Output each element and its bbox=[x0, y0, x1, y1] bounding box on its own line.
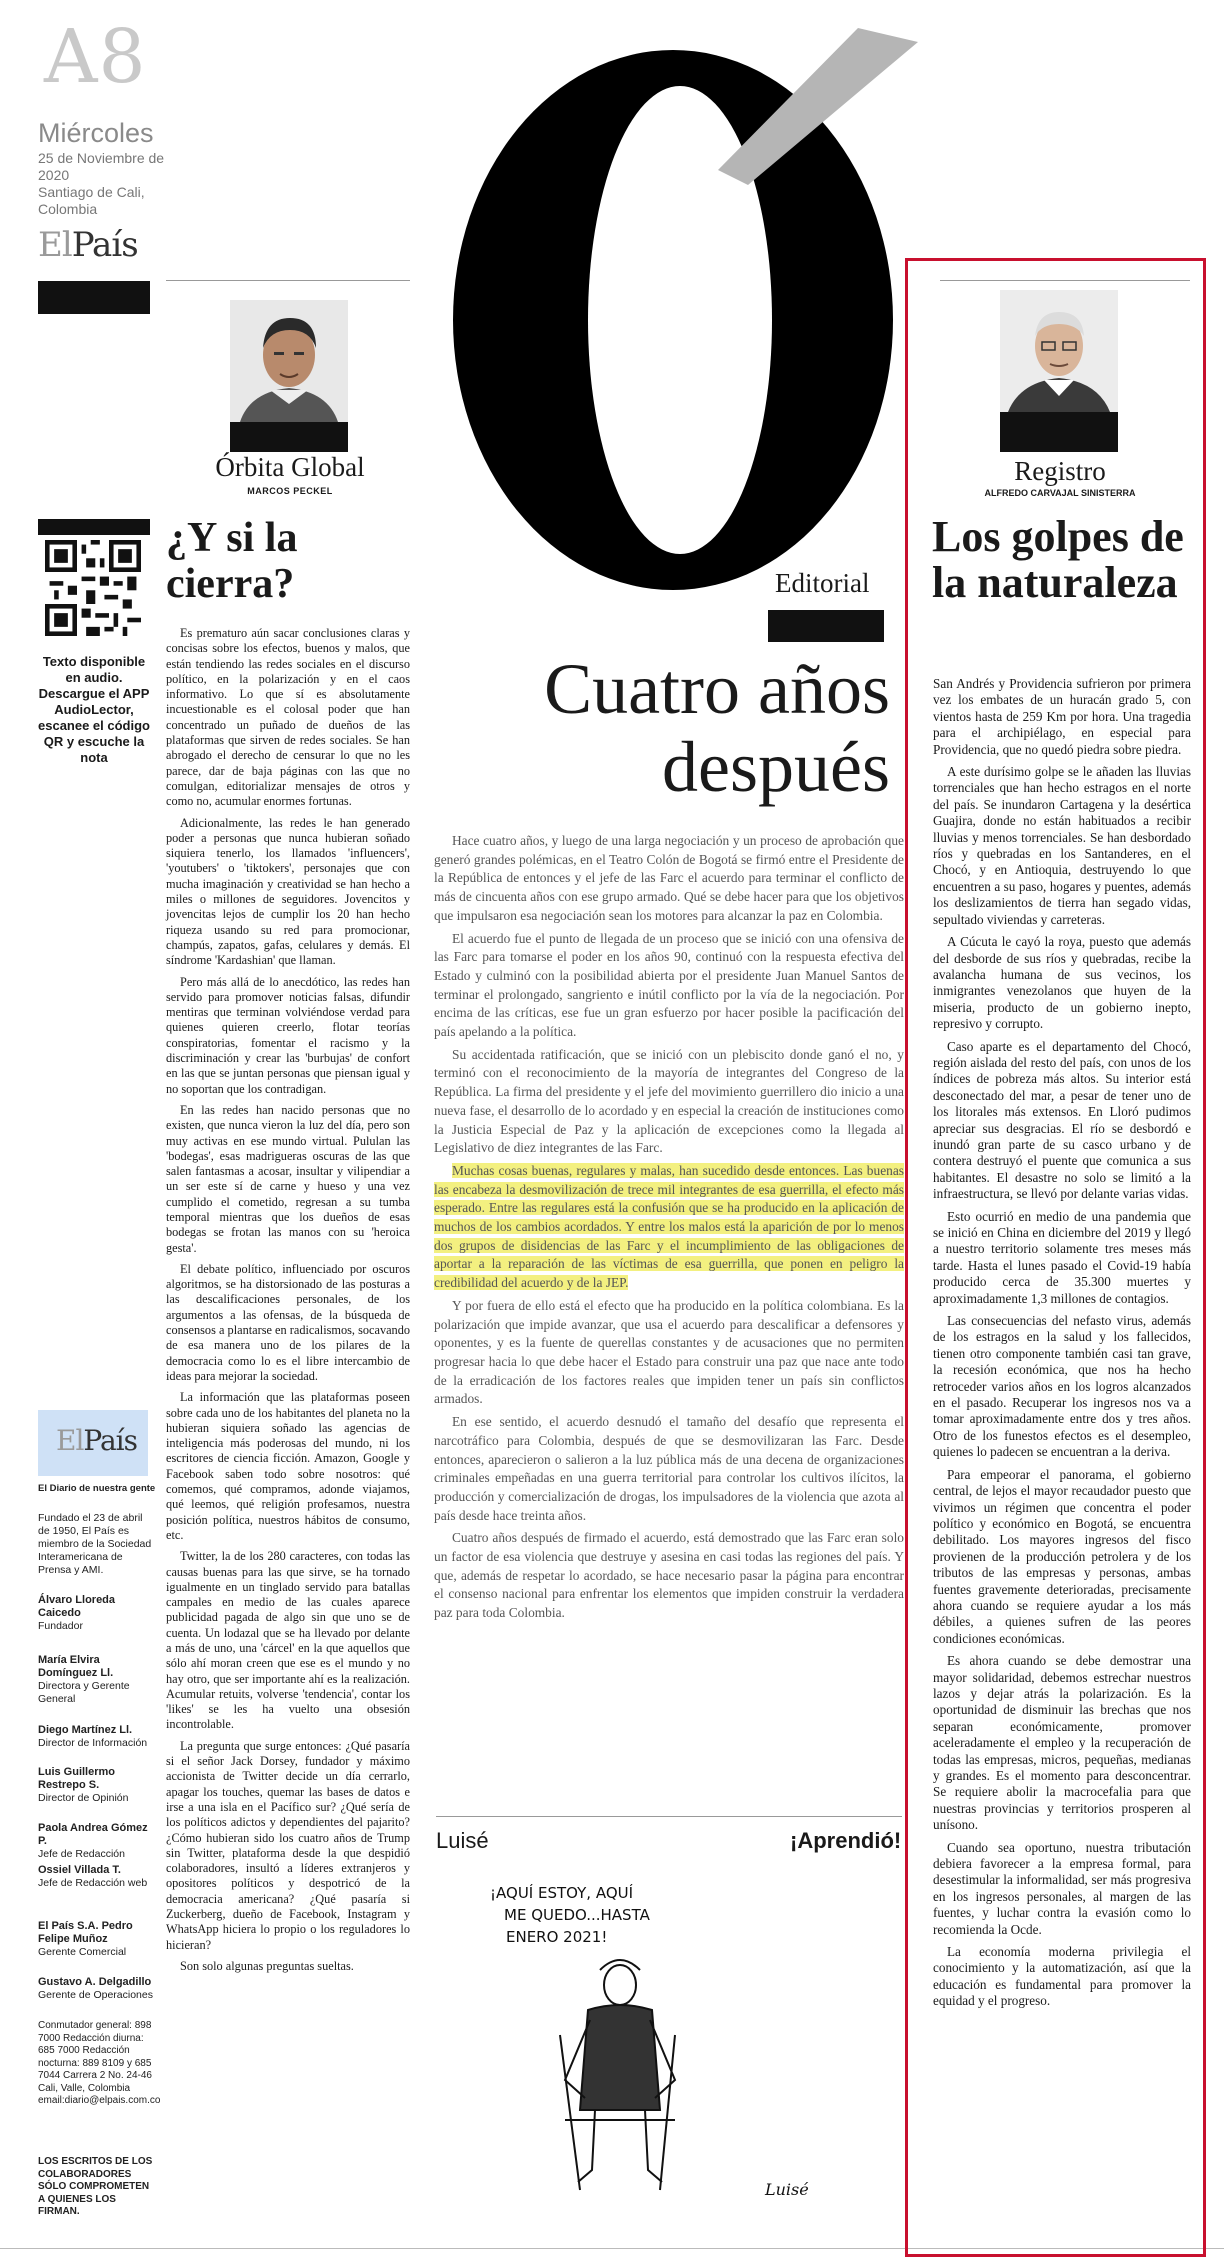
paragraph: Es prematuro aún sacar conclusiones claras y concisas sobre los efectos, buenos y malos, que están tendiendo las redes sociales en el discurso político, en la polarización y en el caos informativo. Lo que sí es absolutamente incuestionable es el colosal poder que han concentrado un puñado de dueños de las plataformas que sirven de redes sociales. Se han abrogado el derecho de censurar lo que no les parece, dar de baja páginas con las que no comulgan, editorializar mensajes de otros y como no, acumular enormes fortunas. bbox=[166, 626, 410, 809]
qr-bar bbox=[38, 519, 150, 535]
author-photo-marcos-peckel bbox=[230, 300, 348, 422]
sidebar-contact: Conmutador general: 898 7000 Redacción diurna: 685 7000 Redacción nocturna: 889 8109 y 685 7044 Carrera 2 No. 24-46 Cali, Valle, Colombia email:diario@elpais.com.co bbox=[38, 2020, 161, 2106]
cartoon-speech-line: ME QUEDO...HASTA bbox=[504, 1906, 650, 1924]
sidebar-founded: Fundado el 23 de abril de 1950, El País es miembro de la Sociedad Interamericana de Prensa y AMI. bbox=[38, 1512, 152, 1576]
staff-role: Directora y Gerente General bbox=[38, 1680, 130, 1705]
paragraph: La economía moderna privilegia el conocimiento y la automatización, así que la educación es fundamental para promover la equidad y el progreso. bbox=[933, 1944, 1191, 2009]
qr-caption: Texto disponible en audio. Descargue el APP AudioLector, escanee el código QR y escuche la nota bbox=[38, 654, 150, 765]
author-photo-alfredo-carvajal bbox=[1000, 290, 1118, 412]
paragraph: Las consecuencias del nefasto virus, además de los estragos en la salud y los fallecidos, tienen otro componente también casi tan grave, la recesión económica, que nos ha hecho retroceder varios años en los logros alcanzados en el pasado. Recuperar los ingresos nos va a tomar aproximadamente entre dos y tres años. Otro de los funestos efectos es el desempleo, quienes lo padecen se encuentran a la deriva. bbox=[933, 1313, 1191, 1460]
article-body bbox=[933, 676, 1191, 2016]
staff-item bbox=[38, 1654, 156, 1706]
issue-place: Santiago de Cali, Colombia bbox=[38, 184, 145, 217]
author-byline: MARCOS PECKEL bbox=[247, 486, 333, 496]
staff-name: María Elvira Domínguez Ll. bbox=[38, 1654, 114, 1679]
paragraph: El acuerdo fue el punto de llegada de un proceso que se inició con una ofensiva de las Farc para tomarse el poder en los años 90, continuó con la respuesta efectiva del Estado y culminó con la posibilidad abierta por el presidente Juan Manuel Santos de terminar el prolongado, sangriento e inútil conflicto por la vía de la negociación. Por encima de las críticas, ese fue un gran esfuerzo por hacer posible la pacificación del país apelando a la política. bbox=[434, 930, 904, 1040]
cartoon-speech-line: ¡AQUÍ ESTOY, AQUÍ bbox=[490, 1884, 634, 1902]
staff-item bbox=[38, 1920, 156, 1959]
section-title: Órbita Global bbox=[215, 452, 365, 482]
staff-name: Gustavo A. Delgadillo bbox=[38, 1976, 152, 1988]
sidebar-disclaimer: LOS ESCRITOS DE LOS COLABORADORES SÓLO COMPROMETEN A QUIENES LOS FIRMAN. bbox=[38, 2156, 153, 2217]
cartoonist-name: Luisé bbox=[436, 1828, 489, 1853]
highlighted-text: Muchas cosas buenas, regulares y malas, han sucedido desde entonces. Las buenas las encabeza la desmovilización de trece mil integrantes de esa guerrilla, el efecto más esperado. Entre las regulares está la confusión que se ha producido en la aplicación de muchos de los cambios acordados. Y entre los malos está la aparición de por lo menos dos grupos de disidencias de las Farc y el incumplimiento de las obligaciones de aportar a la reparación de las víctimas de esa guerrilla, que ponen en peligro la credibilidad del acuerdo y de la JEP. bbox=[434, 1162, 904, 1291]
paragraph: El debate político, influenciado por oscuros algoritmos, se ha distorsionado de las posturas a las descalificaciones personales, de los argumentos a las ofensas, de la búsqueda de consensos a plantarse en radicalismos, socavando de esa manera uno de los pilares de la democracia como lo es el libre intercambio de ideas para mejorar la sociedad. bbox=[166, 1261, 410, 1383]
paragraph: Y por fuera de ello está el efecto que ha producido en la política colombiana. Es la polarización que impide avanzar, que usa el acuerdo para descalificar a defensores y oponentes, y es la fuente de querellas constantes y de acusaciones que no permiten progresar hacia lo que debe hacer el Estado para construir una paz que nace ante todo de la erradicación de los factores reales que impiden tener un país sin conflictos armados. bbox=[434, 1297, 904, 1407]
cartoon-illustration bbox=[470, 1870, 850, 2210]
paragraph: Cuando sea oportuno, nuestra tributación debiera favorecer a la empresa formal, para desestimular la informalidad, ser más progresiva en los ingresos personales, al margen de las fuentes, y luchar contra la evasión como lo recomienda la Ocde. bbox=[933, 1839, 1191, 1937]
staff-name: Diego Martínez Ll. bbox=[38, 1724, 133, 1736]
cartoon-signature: Luisé bbox=[765, 2180, 809, 2199]
editorial-body bbox=[434, 832, 904, 1627]
weekday: Miércoles bbox=[38, 118, 154, 148]
logo-bar bbox=[38, 281, 150, 314]
staff-role: Gerente Comercial bbox=[38, 1946, 127, 1958]
sidebar-logo bbox=[56, 1424, 137, 1457]
paragraph: Son solo algunas preguntas sueltas. bbox=[180, 1958, 354, 1973]
editorial-headline bbox=[470, 650, 890, 806]
paragraph: En ese sentido, el acuerdo desnudó el tamaño del desafío que representa el narcotráfico para Colombia, después de que se desmovilizaran las Farc. Desde entonces, aparecieron o salieron a la luz pública más de una decena de organizaciones criminales empeñadas en una guerra territorial para controlar los cultivos ilícitos, la producción y comercialización de drogas, los impulsadores de la violencia que azota al país desde hace treinta años. bbox=[434, 1414, 904, 1523]
newspaper-logo bbox=[38, 225, 138, 265]
staff-item bbox=[38, 1766, 156, 1805]
paragraph: A este durísimo golpe se le añaden las lluvias torrenciales que han hecho estragos en el norte del país. Se inundaron Cartagena y la desértica Guajira, donde no están habituados a recibir lluvias y menos torrenciales. Se han desbordado ríos y quebradas en los Santanderes, en el Chocó, y en Antioquia, destruyendo lo que encuentren a su paso, hogares y puentes, además los deslizamientos de tierra han segado vidas, sepultado viviendas y carreteras. bbox=[933, 764, 1191, 927]
photo-caption-bar bbox=[230, 422, 348, 452]
highlighted-paragraph bbox=[434, 1162, 904, 1293]
paragraph: A Cúcuta le cayó la roya, puesto que además del desborde de sus ríos y quebradas, recibe la avalancha humana de sus vecinos, los inmigrantes venezolanos que huyen de la miseria, producto de un gobierno inepto, represivo y corrupto. bbox=[933, 934, 1191, 1032]
staff-item bbox=[38, 1822, 156, 1861]
editorial-label: Editorial bbox=[775, 568, 870, 598]
paragraph: Twitter, la de los 280 caracteres, con todas las causas buenas para las que sirve, se ha tornado igualmente en un tinglado servido para batallas campales en medio de las cuales aparece publicidad pagada de algo sin que uno se de cuenta. Un lodazal que se ha llevado por delante a más de uno, una 'cárcel' en la que aquellos que sólo ahí moran creen que ese es el mundo y no hay otro, que ser importante ahí es la realización. Acumular retuits, volverse 'tendencia', contar los 'likes' se les ha vuelto una obsesión incontrolable. bbox=[166, 1549, 410, 1732]
staff-item bbox=[38, 1864, 156, 1890]
big-o-accent-graphic bbox=[418, 20, 928, 600]
date-block bbox=[38, 150, 188, 218]
paragraph: Esto ocurrió en medio de una pandemia que se inició en China en diciembre del 2019 y llegó a nuestro territorio solamente tres meses más tarde. Hasta el lunes pasado el Covid-19 había producido cerca de 35.300 muertes y aproximadamente 1,3 millones de contagios. bbox=[933, 1208, 1191, 1306]
staff-role: Gerente de Operaciones bbox=[38, 1989, 153, 2001]
staff-role: Director de Información bbox=[38, 1737, 148, 1749]
staff-role: Fundador bbox=[38, 1620, 83, 1632]
paragraph: Caso aparte es el departamento del Chocó, región aislada del resto del país, con unos de los índices de pobreza más altos. Su interior está desconectado del mar, a pesar de tener uno de los litorales más extensos. En Lloró pudimos apreciar sus desgracias. El río se desbordó e inundó gran parte de su casco urbano y de contera destruyó el puente que comunica a sus habitantes. El desastre no solo se limitó a la infraestructura, se llevó por delante varias vidas. bbox=[933, 1038, 1191, 1202]
logo-pais: País bbox=[71, 225, 138, 265]
paragraph: Para empeorar el panorama, el gobierno central, de lejos el mayor recaudador puesto que vivimos un régimen que concentra el poder político y económico en Bogotá, se encuentra debilitado. Los mayores ingresos del fisco provienen de la producción petrolera y de los tributos de las empresas y personas, ambas fuentes gravemente deterioradas, precisamente ahora cuando se requiere ayudar a los más débiles, a quienes sufren de las peores condiciones económicas. bbox=[933, 1466, 1191, 1646]
staff-name: Paola Andrea Gómez P. bbox=[38, 1822, 148, 1847]
cartoon-title: ¡Aprendió! bbox=[790, 1828, 902, 1853]
page-number: A8 bbox=[44, 14, 147, 100]
staff-name: Luis Guillermo Restrepo S. bbox=[38, 1766, 116, 1791]
staff-name: Ossiel Villada T. bbox=[38, 1864, 121, 1876]
paragraph: En las redes han nacido personas que no existen, que nunca vieron la luz del día, pero son muy activas en ese mundo virtual. Pululan las 'bodegas', esas madrigueras oscuras de las que salen fantasmas a acosar, insultar y vilipendiar a un ser este sí de carne y hueso y una vez cumplido el cometido, regresan a su tumba temporal mientras que los dueños de esas bodegas se frotan las manos con su 'heroica gesta'. bbox=[166, 1102, 410, 1255]
rule-cartoon bbox=[436, 1816, 902, 1817]
staff-role: Jefe de Redacción web bbox=[38, 1877, 148, 1889]
headline-line-1: Cuatro años bbox=[544, 649, 890, 729]
staff-role: Jefe de Redacción bbox=[38, 1848, 125, 1860]
author-byline: ALFREDO CARVAJAL SINISTERRA bbox=[984, 488, 1136, 498]
paragraph: Es ahora cuando se debe demostrar una mayor solidaridad, debemos estrechar nuestros lazos y dejar atrás la polarización. Es la oportunidad de disminuir las brechas que nos separan económicamente, promover aceleradamente el empleo y la recuperación de todas las empresas, micros, pequeñas, medianas y grandes. Es el momento para desconcentrar. Se requiere abolir la macrocefalia para que nuestras provincias y territorios prosperen al unísono. bbox=[933, 1653, 1191, 1833]
photo-caption-bar bbox=[1000, 412, 1118, 452]
staff-name: Álvaro Lloreda Caicedo bbox=[38, 1594, 116, 1619]
sidebar-logo-el: El bbox=[56, 1424, 84, 1457]
editorial-bar bbox=[768, 610, 884, 642]
paragraph: La información que las plataformas poseen sobre cada uno de los habitantes del planeta no la hubieran siquiera soñado las agencias de inteligencia más poderosas del mundo, ni los escritores de ciencia ficción. Amazon, Google y Facebook saben todo sobre nosotros: qué comemos, qué compramos, adonde viajamos, qué leemos, qué religión profesamos, nuestra posición política, nuestros hábitos de consumo, etc. bbox=[166, 1390, 410, 1542]
headline-line-2: después bbox=[662, 727, 890, 807]
qr-code-icon[interactable] bbox=[45, 540, 141, 636]
article-headline: Los golpes de la naturaleza bbox=[932, 512, 1184, 607]
staff-item bbox=[38, 1976, 156, 2002]
logo-el: El bbox=[38, 225, 72, 265]
article-headline: ¿Y si la cierra? bbox=[166, 515, 298, 607]
paragraph: Pero más allá de lo anecdótico, las redes han servido para promover noticias falsas, difundir mentiras que terminan volviéndose verdad para quienes quieren creerlo, flotar teorías conspiratorias, fomentar el racismo y la discriminación y crear las 'burbujas' de confort en las que se juntan personas que piensan igual y no soportan que los contradigan. bbox=[166, 974, 410, 1096]
issue-date: 25 de Noviembre de 2020 bbox=[38, 150, 165, 183]
staff-name: El País S.A. Pedro Felipe Muñoz bbox=[38, 1920, 133, 1945]
sidebar-logo-pais: País bbox=[83, 1424, 138, 1457]
paragraph: Hace cuatro años, y luego de una larga negociación y un proceso de aprobación que generó grandes polémicas, en el Teatro Colón de Bogotá se firmó entre el Presidente de la República de entonces y el jefe de las Farc el acuerdo para terminar el conflicto de más de cincuenta años con ese grupo armado. Qué se debe hacer para que los objetivos que impulsaron esa negociación sean los motores para alcanzar la paz en Colombia. bbox=[434, 833, 904, 923]
paragraph: La pregunta que surge entonces: ¿Qué pasaría si el señor Jack Dorsey, fundador y máximo accionista de Twitter decide un día cerrarlo, apagar los touches, quemar las bases de datos e irse a una isla en el Pacífico sur? ¿Qué sería de los políticos adictos y dependientes del pajarito? ¿Cómo hubieran sido los cuatro años de Trump sin Twitter, plataforma desde la que despidió colaboradores, insultó a líderes extranjeros y opositores políticos y despotricó de la democracia americana? ¿Qué pasaría si Zuckerberg, dueño de Facebook, Instagram y WhatsApp hiciera lo propio o los reguladores lo hicieran? bbox=[166, 1738, 410, 1952]
sidebar-tagline: El Diario de nuestra gente bbox=[38, 1483, 156, 1494]
staff-item bbox=[38, 1594, 156, 1633]
rule-left bbox=[166, 280, 410, 281]
staff-item bbox=[38, 1724, 156, 1750]
section-title: Registro bbox=[1014, 456, 1106, 486]
paragraph: Adicionalmente, las redes le han generado poder a personas que nunca hubieran soñado siquiera tenerlo, los llamados 'influencers', 'youtubers' o 'tiktokers', personajes que con mucha imaginación y creatividad se han hecho a miles o millones de seguidores. Jovencitos y jovencitas lejos de cumplir los 20 han hecho riqueza usando su red para promocionar, champús, zapatos, gafas, celulares y demás. El síndrome 'Kardashian' que llaman. bbox=[166, 815, 410, 968]
cartoon-speech-line: ENERO 2021! bbox=[506, 1928, 608, 1946]
staff-role: Director de Opinión bbox=[38, 1792, 129, 1804]
paragraph: San Andrés y Providencia sufrieron por primera vez los embates de un huracán grado 5, con vientos hasta de 259 Km por hora. Una tragedia para el archipiélago, en especial para Providencia, que no quedó piedra sobre piedra. bbox=[933, 676, 1191, 757]
paragraph: Su accidentada ratificación, que se inició con un plebiscito donde ganó el no, y terminó con el reconocimiento de la mayoría de integrantes del Congreso de la República. La firma del presidente y el jefe del movimiento guerrillero dio inicio a una nueva fase, el desarrollo de lo acordado y en especial la creación de instituciones como la Justicia Especial de Paz y la aplicación de excepciones como la llegada al Legislativo de diez integrantes de las Farc. bbox=[434, 1046, 904, 1156]
article-body bbox=[166, 626, 410, 1980]
paragraph: Cuatro años después de firmado el acuerdo, está demostrado que las Farc eran solo un factor de esa violencia que destruye y asesina en casi todas las regiones del país. Y que, además de respetar lo acordado, se hace necesario pasar la página para encontrar el consenso nacional para enfrentar los elementos que impiden construir la verdadera paz para toda Colombia. bbox=[434, 1530, 904, 1621]
